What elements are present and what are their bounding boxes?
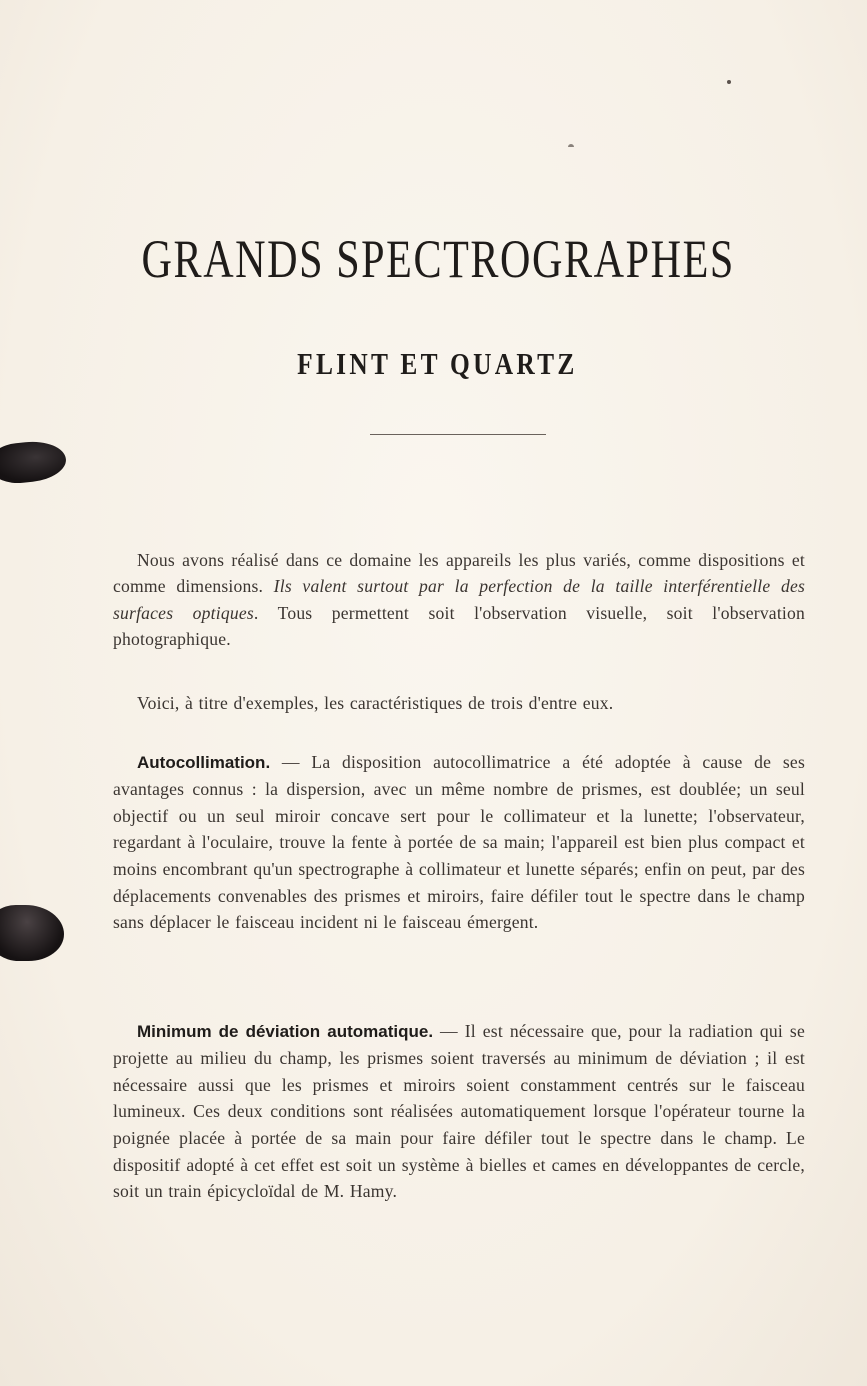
intro-text-end: . Tous permettent soit l'observation visuelle, soit l'observation photographique. — [113, 602, 805, 650]
binding-thread-bottom — [0, 905, 64, 961]
section-autocollimation — [113, 749, 805, 936]
intro-italic-emphasis: Ils valent surtout par la perfection de la taille interférentielle des surfaces optiques — [113, 576, 805, 623]
section-body: — La disposition autocollimatrice a été adoptée à cause de ses avantages connus : la dispersion, avec un même nombre de prismes, est doublée; un seul objectif ou un seul miroir concave sert pour le collimateur et la lunette; l'observateur, regardant à l'oculaire, trouve la fente à portée de sa main; l'appareil est bien plus compact et moins encombrant qu'un spectrographe à collimateur et lunette séparés; enfin on peut, par des déplacements convenables des prismes et miroirs, faire défiler tout le spectre dans le champ sans déplacer le faisceau incident ni le faisceau émergent. — [113, 751, 805, 933]
paper-speck — [568, 144, 574, 147]
page-title: GRANDS SPECTROGRAPHES — [141, 229, 735, 290]
title-divider — [370, 434, 546, 435]
section-minimum-deviation — [113, 1018, 805, 1205]
section-body: — Il est nécessaire que, pour la radiation qui se projette au milieu du champ, les prismes soient traversés au minimum de déviation ; il est nécessaire aussi que les prismes et miroirs soient constamment centrés sur le faisceau lumineux. Ces deux conditions sont réalisées automatiquement lorsque l'opérateur tourne la poignée placée à portée de sa main pour faire défiler tout le spectre dans le champ. Le dispositif adopté à cet effet est soit un système à bielles et cames en développantes de cercle, soit un train épicycloïdal de M. Hamy. — [113, 1020, 805, 1202]
binding-thread-top — [0, 438, 68, 486]
section-heading: Minimum de déviation automatique. — [137, 1021, 434, 1041]
intro-text-start: Nous avons réalisé dans ce domaine les appareils les plus variés, comme dispositions et comme dimensions. — [113, 549, 805, 597]
paper-speck — [727, 80, 731, 84]
section-heading: Autocollimation. — [137, 752, 271, 772]
page-subtitle: FLINT ET QUARTZ — [297, 345, 578, 381]
intro-paragraph — [113, 547, 805, 653]
examples-paragraph: Voici, à titre d'exemples, les caractéristiques de trois d'entre eux. — [137, 692, 614, 713]
